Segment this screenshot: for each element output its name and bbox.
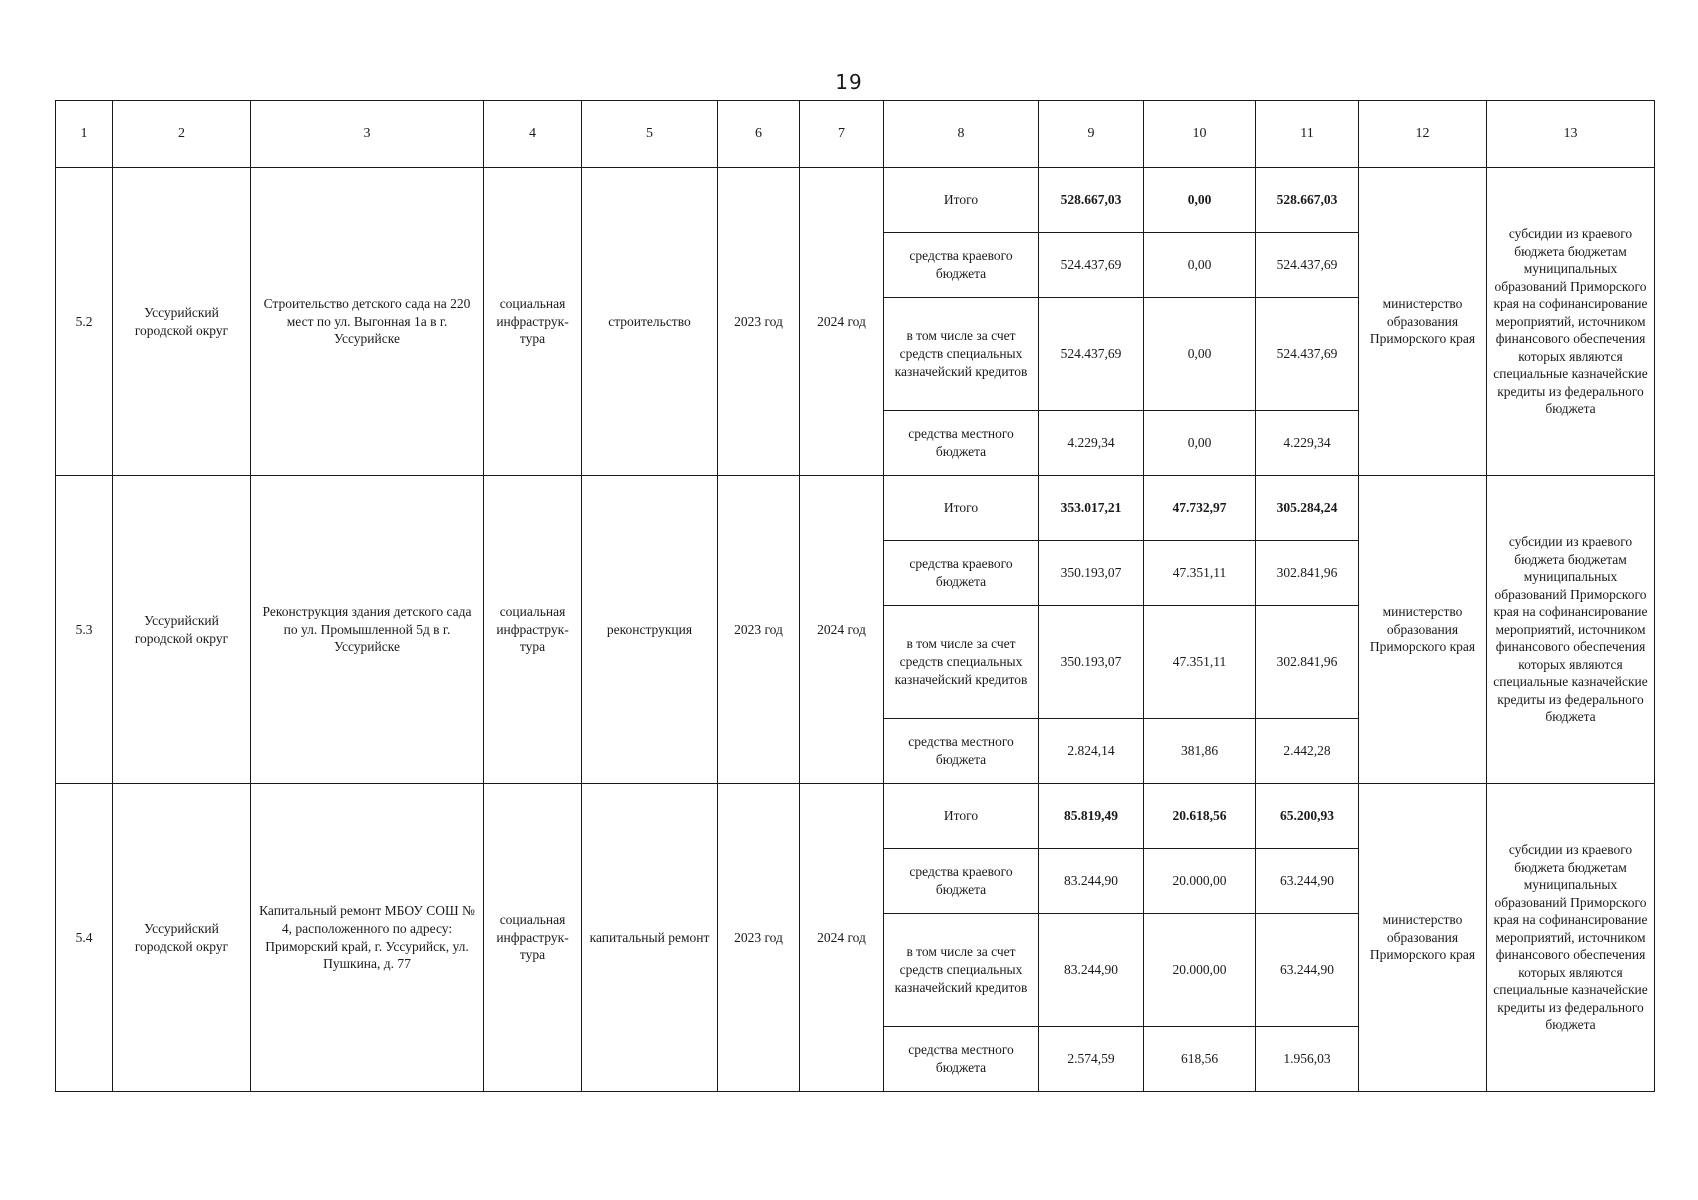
funding-source-label: средства местного бюджета — [884, 411, 1039, 476]
amount-col10: 20.000,00 — [1144, 849, 1256, 914]
funding-source-label: в том числе за счет средств специальных казначейский кредитов — [884, 606, 1039, 719]
funding-note-cell: субсидии из краевого бюджета бюджетам муниципальных образований Приморского края на софинансирование мероприятий, источником финансового обеспечения которых являются специальные казначейские кредиты из федерального бюджета — [1487, 784, 1655, 1092]
amount-col9: 524.437,69 — [1039, 233, 1144, 298]
amount-col11: 528.667,03 — [1256, 168, 1359, 233]
end-year-cell: 2024 год — [800, 168, 884, 476]
work-type-cell: капитальный ремонт — [582, 784, 718, 1092]
work-type-cell: строительство — [582, 168, 718, 476]
header-cell: 4 — [484, 101, 582, 168]
amount-col11: 302.841,96 — [1256, 606, 1359, 719]
funding-source-label: средства местного бюджета — [884, 1027, 1039, 1092]
funding-source-label: Итого — [884, 784, 1039, 849]
municipality-cell: Уссурийский городской округ — [113, 784, 251, 1092]
ministry-cell: министерство образования Приморского края — [1359, 784, 1487, 1092]
header-row — [56, 101, 1655, 168]
funding-note-cell: субсидии из краевого бюджета бюджетам муниципальных образований Приморского края на софинансирование мероприятий, источником финансового обеспечения которых являются специальные казначейские кредиты из федерального бюджета — [1487, 476, 1655, 784]
amount-col9: 524.437,69 — [1039, 298, 1144, 411]
amount-col9: 83.244,90 — [1039, 914, 1144, 1027]
amount-col10: 47.351,11 — [1144, 541, 1256, 606]
project-row — [56, 784, 1655, 849]
funding-source-label: средства краевого бюджета — [884, 849, 1039, 914]
funding-source-label: Итого — [884, 476, 1039, 541]
sphere-cell: социальная инфраструк-тура — [484, 168, 582, 476]
table-body — [56, 101, 1655, 1092]
amount-col10: 0,00 — [1144, 298, 1256, 411]
amount-col11: 1.956,03 — [1256, 1027, 1359, 1092]
amount-col10: 47.732,97 — [1144, 476, 1256, 541]
amount-col11: 63.244,90 — [1256, 914, 1359, 1027]
amount-col9: 85.819,49 — [1039, 784, 1144, 849]
row-number: 5.4 — [56, 784, 113, 1092]
object-name-cell: Капитальный ремонт МБОУ СОШ № 4, расположенного по адресу: Приморский край, г. Уссурийск, ул. Пушкина, д. 77 — [251, 784, 484, 1092]
sphere-cell: социальная инфраструк-тура — [484, 476, 582, 784]
municipality-cell: Уссурийский городской округ — [113, 168, 251, 476]
ministry-cell: министерство образования Приморского края — [1359, 476, 1487, 784]
row-number: 5.3 — [56, 476, 113, 784]
amount-col10: 0,00 — [1144, 168, 1256, 233]
work-type-cell: реконструкция — [582, 476, 718, 784]
project-row — [56, 476, 1655, 541]
header-cell: 9 — [1039, 101, 1144, 168]
municipality-cell: Уссурийский городской округ — [113, 476, 251, 784]
row-number: 5.2 — [56, 168, 113, 476]
funding-source-label: средства краевого бюджета — [884, 541, 1039, 606]
ministry-cell: министерство образования Приморского края — [1359, 168, 1487, 476]
amount-col9: 350.193,07 — [1039, 541, 1144, 606]
amount-col9: 4.229,34 — [1039, 411, 1144, 476]
project-row — [56, 168, 1655, 233]
amount-col9: 83.244,90 — [1039, 849, 1144, 914]
end-year-cell: 2024 год — [800, 784, 884, 1092]
amount-col9: 350.193,07 — [1039, 606, 1144, 719]
amount-col11: 65.200,93 — [1256, 784, 1359, 849]
funding-source-label: средства краевого бюджета — [884, 233, 1039, 298]
header-cell: 13 — [1487, 101, 1655, 168]
start-year-cell: 2023 год — [718, 476, 800, 784]
amount-col11: 2.442,28 — [1256, 719, 1359, 784]
start-year-cell: 2023 год — [718, 168, 800, 476]
amount-col10: 47.351,11 — [1144, 606, 1256, 719]
object-name-cell: Строительство детского сада на 220 мест по ул. Выгонная 1а в г. Уссурийске — [251, 168, 484, 476]
amount-col10: 20.000,00 — [1144, 914, 1256, 1027]
header-cell: 2 — [113, 101, 251, 168]
funding-source-label: в том числе за счет средств специальных казначейский кредитов — [884, 914, 1039, 1027]
page-number: 19 — [835, 70, 863, 94]
amount-col10: 618,56 — [1144, 1027, 1256, 1092]
header-cell: 12 — [1359, 101, 1487, 168]
amount-col9: 2.824,14 — [1039, 719, 1144, 784]
header-cell: 10 — [1144, 101, 1256, 168]
header-cell: 11 — [1256, 101, 1359, 168]
header-cell: 1 — [56, 101, 113, 168]
header-cell: 5 — [582, 101, 718, 168]
header-cell: 6 — [718, 101, 800, 168]
start-year-cell: 2023 год — [718, 784, 800, 1092]
header-cell: 3 — [251, 101, 484, 168]
object-name-cell: Реконструкция здания детского сада по ул. Промышленной 5д в г. Уссурийске — [251, 476, 484, 784]
amount-col9: 353.017,21 — [1039, 476, 1144, 541]
amount-col10: 0,00 — [1144, 411, 1256, 476]
funding-source-label: Итого — [884, 168, 1039, 233]
amount-col9: 2.574,59 — [1039, 1027, 1144, 1092]
header-cell: 8 — [884, 101, 1039, 168]
funding-source-label: средства местного бюджета — [884, 719, 1039, 784]
header-cell: 7 — [800, 101, 884, 168]
amount-col11: 524.437,69 — [1256, 298, 1359, 411]
amount-col10: 381,86 — [1144, 719, 1256, 784]
amount-col11: 305.284,24 — [1256, 476, 1359, 541]
amount-col11: 63.244,90 — [1256, 849, 1359, 914]
amount-col10: 0,00 — [1144, 233, 1256, 298]
amount-col11: 302.841,96 — [1256, 541, 1359, 606]
funding-note-cell: субсидии из краевого бюджета бюджетам муниципальных образований Приморского края на софинансирование мероприятий, источником финансового обеспечения которых являются специальные казначейские кредиты из федерального бюджета — [1487, 168, 1655, 476]
amount-col11: 524.437,69 — [1256, 233, 1359, 298]
amount-col11: 4.229,34 — [1256, 411, 1359, 476]
amount-col9: 528.667,03 — [1039, 168, 1144, 233]
amount-col10: 20.618,56 — [1144, 784, 1256, 849]
funding-source-label: в том числе за счет средств специальных казначейский кредитов — [884, 298, 1039, 411]
end-year-cell: 2024 год — [800, 476, 884, 784]
program-table — [55, 100, 1655, 1092]
sphere-cell: социальная инфраструк-тура — [484, 784, 582, 1092]
